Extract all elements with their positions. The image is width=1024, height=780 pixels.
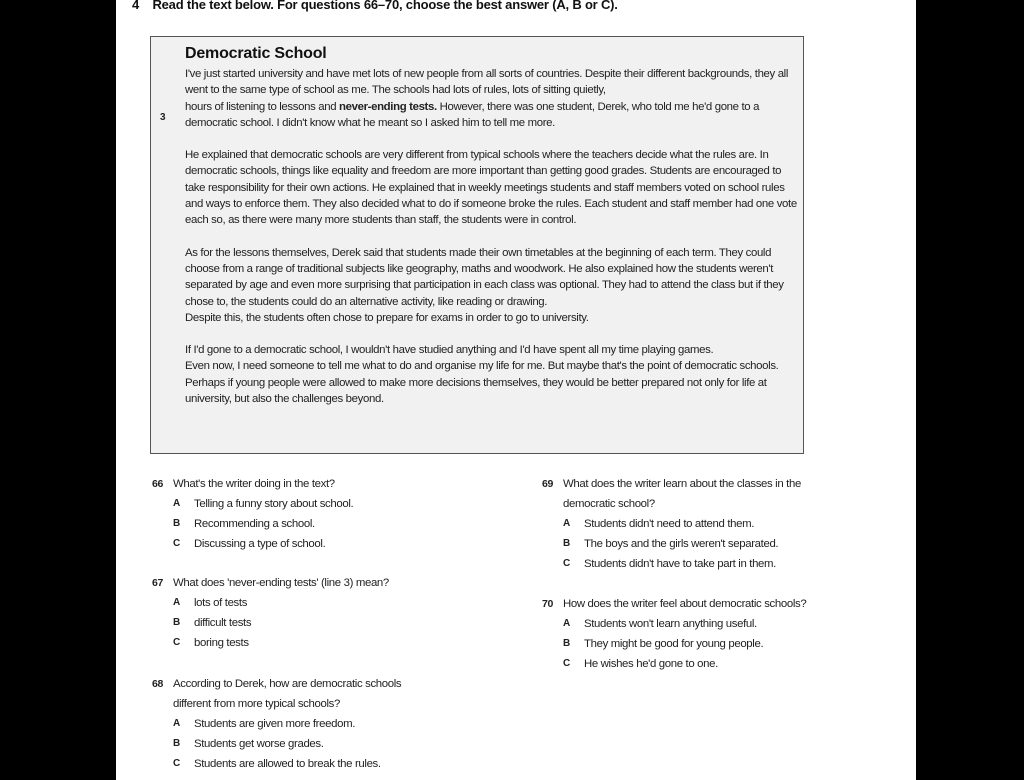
passage-title: Democratic School xyxy=(185,45,327,62)
passage-paragraph-4: If I'd gone to a democratic school, I wouldn't have studied anything and I'd have spent all my time playing games. xyxy=(185,344,714,357)
answer-option[interactable] xyxy=(152,633,522,653)
option-letter: B xyxy=(563,638,570,649)
question-number: 66 xyxy=(152,478,163,490)
option-letter: C xyxy=(173,538,180,549)
option-letter: C xyxy=(173,637,180,648)
passage-paragraph-3: As for the lessons themselves, Derek said that students made their own timetables at the beginning of each term. They could choose from a range of traditional subjects like geography, maths and woodwork. He also explained how the students weren't separated by age and even more surprising that participation in each class was optional. They had to attend the class but if they chose to, the students could do an alternative activity, like reading or drawing. xyxy=(185,246,784,308)
option-text: Students get worse grades. xyxy=(194,738,324,750)
line-number-marker: 3 xyxy=(160,112,166,123)
option-letter: A xyxy=(563,518,570,529)
question-stem-continued: different from more typical schools? xyxy=(173,698,340,710)
answer-option[interactable] xyxy=(542,534,882,554)
answer-option[interactable] xyxy=(152,613,522,633)
option-text: Students are allowed to break the rules. xyxy=(194,758,381,770)
option-letter: A xyxy=(173,718,180,729)
task-instruction xyxy=(132,0,618,12)
passage-paragraph-3b: Despite this, the students often chose to prepare for exams in order to go to university. xyxy=(185,311,589,324)
passage-paragraph-1a: I've just started university and have met lots of new people from all sorts of countries. Despite their different backgrounds, they all went to the same type of school as me. The schools had lots of rules, lots of sitting quietly, xyxy=(185,68,789,97)
passage-paragraph-4b: Even now, I need someone to tell me what to do and organise my life for me. But maybe that's the point of democratic schools. Perhaps if young people were allowed to make more decisions themselves, they would be better prepared not only for life at university, but also the challenges beyond. xyxy=(185,360,779,406)
option-letter: B xyxy=(563,538,570,549)
option-text: boring tests xyxy=(194,637,249,649)
option-text: He wishes he'd gone to one. xyxy=(584,658,718,670)
option-letter: C xyxy=(173,758,180,769)
option-text: Students didn't need to attend them. xyxy=(584,518,755,530)
question-70 xyxy=(542,594,882,674)
passage-paragraph-2: He explained that democratic schools are very different from typical schools where the teachers decide what the rules are. In democratic schools, things like equality and freedom are more important than getting good grades. Students are encouraged to take responsibility for their own actions. He explained that in weekly meetings students and staff members voted on school rules and ways to enforce them. They also decided what to do if someone broke the rules. Each student and staff member had one vote each so, as there were many more students than staff, the students were in control. xyxy=(185,149,797,227)
option-text: lots of tests xyxy=(194,597,248,609)
answer-option[interactable] xyxy=(152,494,522,514)
answer-option[interactable] xyxy=(152,734,522,754)
question-number: 69 xyxy=(542,478,553,490)
option-text: Students didn't have to take part in them. xyxy=(584,558,777,570)
question-69 xyxy=(542,474,882,574)
option-letter: C xyxy=(563,558,570,569)
answer-option[interactable] xyxy=(152,514,522,534)
option-text: The boys and the girls weren't separated. xyxy=(584,538,779,550)
option-letter: B xyxy=(173,617,180,628)
answer-option[interactable] xyxy=(542,554,882,574)
answer-option[interactable] xyxy=(542,634,882,654)
answer-option[interactable] xyxy=(152,593,522,613)
option-text: Students won't learn anything useful. xyxy=(584,618,757,630)
answer-option[interactable] xyxy=(542,514,882,534)
option-text: Discussing a type of school. xyxy=(194,538,326,550)
question-number: 68 xyxy=(152,678,163,690)
question-stem: What does the writer learn about the classes in the xyxy=(563,478,801,490)
task-instruction-text: Read the text below. For questions 66–70, choose the best answer (A, B or C). xyxy=(152,0,618,12)
question-stem-continued: democratic school? xyxy=(563,498,655,510)
question-stem: What does 'never-ending tests' (line 3) mean? xyxy=(173,577,389,589)
option-letter: B xyxy=(173,518,180,529)
answer-option[interactable] xyxy=(542,614,882,634)
passage-text: However, there was one student, Derek, who told me he'd gone to a democratic school. I didn't know what he meant so I asked him to tell me more. xyxy=(185,100,760,129)
answer-option[interactable] xyxy=(152,534,522,554)
answer-option[interactable] xyxy=(542,654,882,674)
question-number: 67 xyxy=(152,577,163,589)
answer-option[interactable] xyxy=(152,754,522,774)
option-letter: C xyxy=(563,658,570,669)
task-number: 4 xyxy=(132,0,140,12)
option-letter: A xyxy=(173,498,180,509)
option-letter: A xyxy=(563,618,570,629)
answer-option[interactable] xyxy=(152,714,522,734)
option-text: Telling a funny story about school. xyxy=(194,498,354,510)
option-letter: B xyxy=(173,738,180,749)
option-text: Students are given more freedom. xyxy=(194,718,356,730)
question-stem: According to Derek, how are democratic schools xyxy=(173,678,402,690)
reading-passage xyxy=(150,36,804,454)
option-text: Recommending a school. xyxy=(194,518,315,530)
option-text: difficult tests xyxy=(194,617,252,629)
question-stem: What's the writer doing in the text? xyxy=(173,478,335,490)
option-letter: A xyxy=(173,597,180,608)
question-number: 70 xyxy=(542,598,553,610)
passage-paragraph-1b xyxy=(185,99,800,132)
question-stem: How does the writer feel about democratic schools? xyxy=(563,598,807,610)
passage-text: hours of listening to lessons and xyxy=(185,100,339,113)
question-66 xyxy=(152,474,522,554)
question-67 xyxy=(152,573,522,653)
option-text: They might be good for young people. xyxy=(584,638,764,650)
question-68 xyxy=(152,674,522,774)
highlighted-phrase: never-ending tests. xyxy=(339,100,437,113)
